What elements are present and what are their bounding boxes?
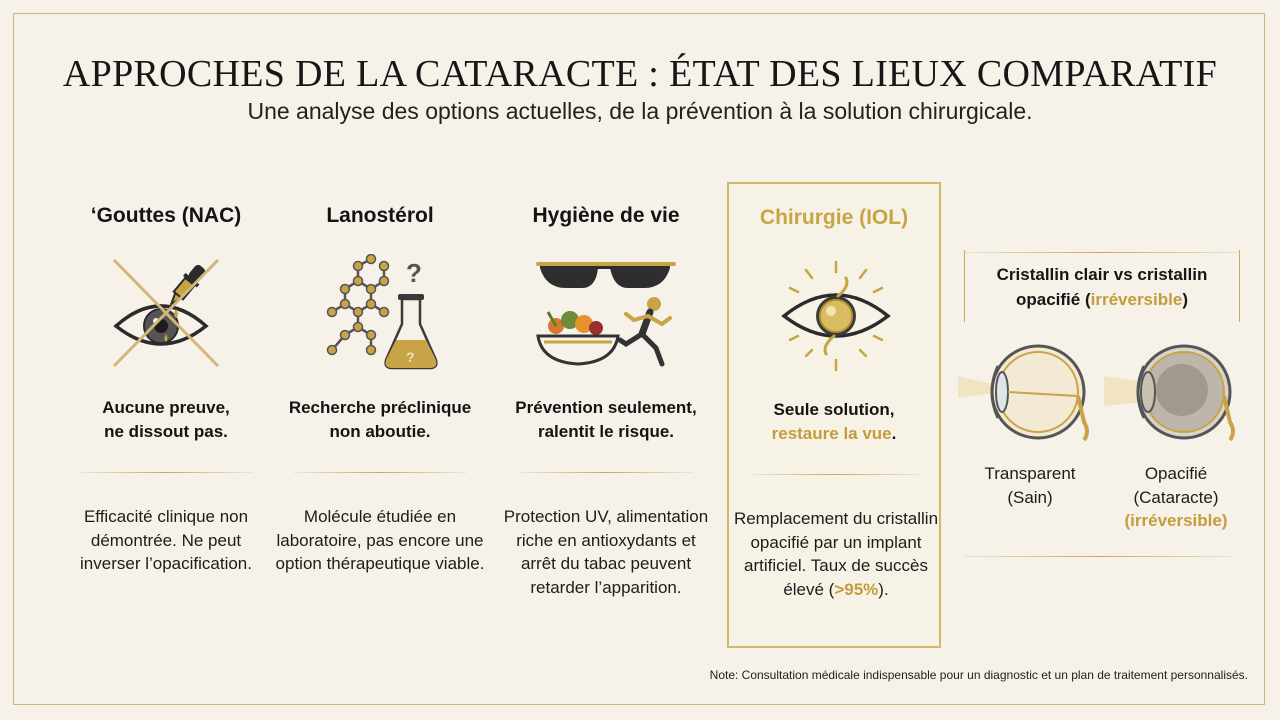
divider: [749, 474, 923, 475]
verdict-line-2: ne dissout pas.: [104, 422, 228, 441]
svg-text:?: ?: [406, 349, 415, 365]
clear-eye-icon: [958, 332, 1098, 452]
verdict-text: [53, 396, 279, 444]
panel-top-line: [964, 252, 1240, 253]
column-description: Protection UV, alimentation riche en antioxydants et arrêt du tabac peuvent retarder l’apparition.: [503, 507, 709, 597]
description-text: Remplacement du cristallin opacifié par un implant artificiel. Taux de succès élevé (: [733, 509, 939, 599]
panel-title-text: Cristallin clair vs cristallin opacifié (: [996, 265, 1208, 309]
verdict-text: [267, 396, 493, 444]
sunglasses-food-runner-icon: [526, 254, 686, 374]
verdict-highlight: restaure la vue: [771, 424, 892, 443]
verdict-line-1: Recherche préclinique: [288, 398, 472, 417]
verdict-end: .: [891, 424, 897, 443]
page-title: APPROCHES DE LA CATARACTE : ÉTAT DES LIEUX COMPARATIF: [62, 53, 1218, 95]
divider: [293, 472, 467, 473]
column-description: Efficacité clinique non démontrée. Ne peut inverser l’opacification.: [80, 507, 252, 573]
success-rate: >95%: [834, 579, 879, 599]
column-heading: Chirurgie (IOL): [759, 206, 909, 229]
verdict-text: [729, 398, 939, 446]
verdict-text: [493, 396, 719, 444]
label-line-2: (Sain): [1007, 487, 1053, 507]
divider: [79, 472, 253, 473]
column-chirurgie: [727, 182, 941, 648]
svg-text:?: ?: [406, 258, 422, 288]
opacified-eye-icon: [1104, 332, 1244, 452]
panel-title-end: ): [1182, 290, 1188, 309]
column-gouttes: [53, 182, 279, 648]
verdict-line-2: [729, 422, 939, 446]
description-end: ).: [878, 579, 889, 599]
footer-note: Note: Consultation médicale indispensable pour un diagnostic et un plan de traitement personnalisés.: [709, 668, 1248, 682]
verdict-line-2: non aboutie.: [329, 422, 431, 441]
column-heading: ‘Gouttes (NAC): [90, 204, 242, 227]
eye-implant-icon: [776, 256, 896, 376]
page-subtitle: Une analyse des options actuelles, de la prévention à la solution chirurgicale.: [247, 98, 1033, 124]
panel-title-highlight: irréversible: [1090, 290, 1183, 309]
verdict-line-2: ralentit le risque.: [537, 422, 675, 441]
divider: [519, 472, 693, 473]
lens-comparison-panel: [952, 250, 1252, 570]
panel-bottom-line: [964, 556, 1234, 557]
column-description: Molécule étudiée en laboratoire, pas encore une option thérapeutique viable.: [275, 507, 485, 573]
verdict-line-1: Aucune preuve,: [102, 398, 230, 417]
column-heading: Lanostérol: [326, 204, 434, 227]
column-hygiene: [493, 182, 719, 648]
label-line-1: Opacifié: [1144, 464, 1208, 483]
column-lanosterol: [267, 182, 493, 648]
verdict-line-1: Seule solution,: [773, 400, 895, 419]
column-description: [733, 507, 939, 601]
label-line-2: (Cataracte): [1133, 487, 1219, 507]
column-heading: Hygiène de vie: [532, 204, 680, 227]
label-line-1: Transparent: [984, 464, 1076, 483]
panel-title: [964, 262, 1240, 312]
opacified-lens-label: [1106, 462, 1246, 533]
clear-lens-label: [960, 462, 1100, 509]
verdict-line-1: Prévention seulement,: [515, 398, 697, 417]
molecule-flask-icon: [320, 254, 440, 374]
label-line-3: (irréversible): [1124, 511, 1228, 530]
crossed-eye-dropper-icon: [106, 254, 226, 374]
